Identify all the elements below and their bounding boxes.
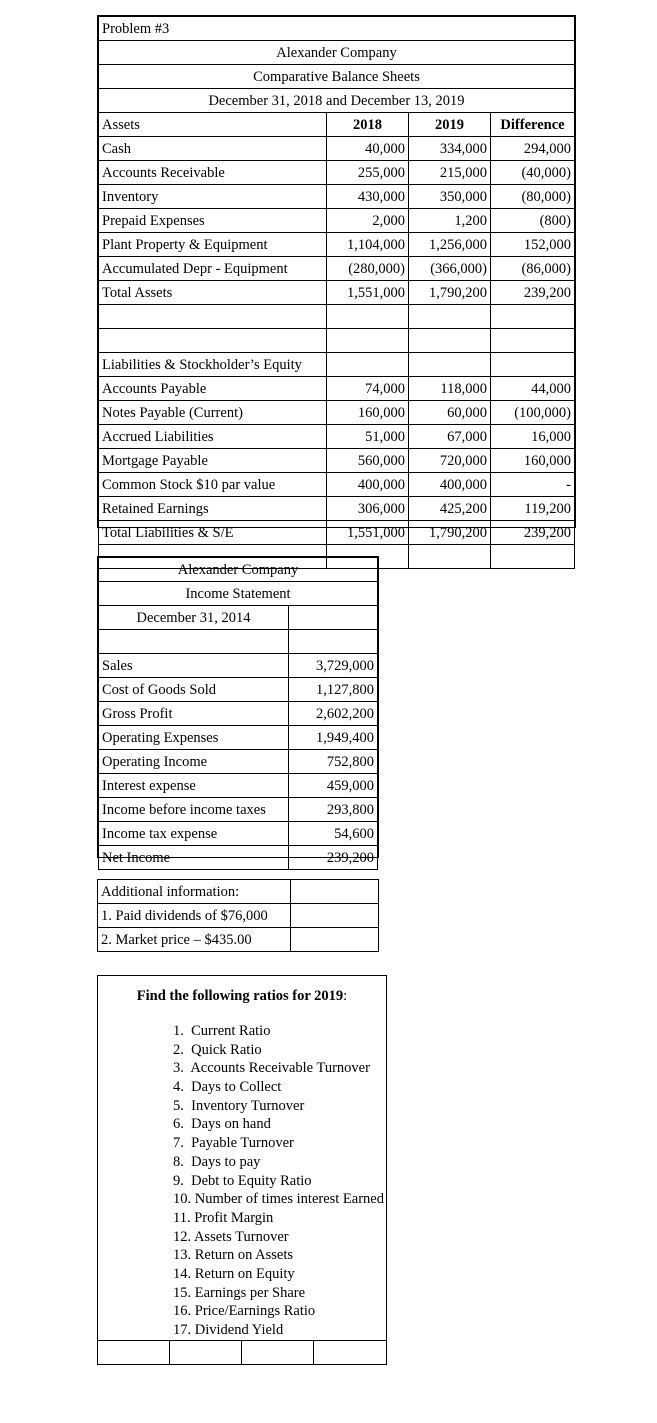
value-difference: 152,000 xyxy=(491,233,575,257)
value-2019: 350,000 xyxy=(409,185,491,209)
table-row xyxy=(99,401,575,425)
row-value: 54,600 xyxy=(289,822,378,846)
assets-header: Assets xyxy=(99,113,327,137)
balance-sheet xyxy=(97,15,576,541)
table-row xyxy=(99,161,575,185)
ratio-item: 15. Earnings per Share xyxy=(173,1284,306,1301)
ratio-item: 14. Return on Equity xyxy=(173,1265,295,1282)
ratio-item: 1. Current Ratio xyxy=(173,1023,271,1039)
row-label: Net Income xyxy=(99,846,289,870)
ratio-item: 13. Return on Assets xyxy=(173,1247,294,1264)
value-2018: 560,000 xyxy=(327,449,409,473)
value-difference: (800) xyxy=(491,209,575,233)
ratio-item: 8. Days to pay xyxy=(173,1153,261,1170)
value-2018: (280,000) xyxy=(327,257,409,281)
ratio-item: 17. Dividend Yield xyxy=(173,1322,284,1338)
column-header-row xyxy=(99,113,575,137)
row-label: Total Assets xyxy=(99,281,327,305)
value-2018: 1,104,000 xyxy=(327,233,409,257)
row-label: Income before income taxes xyxy=(99,798,289,822)
is-title: Income Statement xyxy=(99,582,378,606)
value-2018: 74,000 xyxy=(327,377,409,401)
ratios-box xyxy=(97,975,387,1365)
row-label: Sales xyxy=(99,654,289,678)
row-label: Cash xyxy=(99,137,327,161)
table-row xyxy=(99,473,575,497)
table-row xyxy=(99,449,575,473)
company-name: Alexander Company xyxy=(99,41,575,65)
value-2019: 1,200 xyxy=(409,209,491,233)
ratio-item: 7. Payable Turnover xyxy=(173,1135,294,1152)
value-2019: 60,000 xyxy=(409,401,491,425)
row-label: Inventory xyxy=(99,185,327,209)
value-2018: 306,000 xyxy=(327,497,409,521)
income-statement xyxy=(97,556,379,866)
value-2019: 425,200 xyxy=(409,497,491,521)
row-label: Interest expense xyxy=(99,774,289,798)
col-2019-header: 2019 xyxy=(409,113,491,137)
value-2019: (366,000) xyxy=(409,257,491,281)
value-2018: 51,000 xyxy=(327,425,409,449)
ratios-heading-suffix: : xyxy=(343,988,348,1004)
table-row xyxy=(99,137,575,161)
value-2018: 2,000 xyxy=(327,209,409,233)
value-2019: 1,790,200 xyxy=(409,281,491,305)
ratio-item: 2. Quick Ratio xyxy=(173,1041,262,1058)
value-2019: 400,000 xyxy=(409,473,491,497)
value-2019: 215,000 xyxy=(409,161,491,185)
value-2018: 1,551,000 xyxy=(327,281,409,305)
value-2018: 400,000 xyxy=(327,473,409,497)
value-2019: 118,000 xyxy=(409,377,491,401)
value-difference: 294,000 xyxy=(491,137,575,161)
liabilities-header-row xyxy=(99,353,575,377)
value-2019: 1,790,200 xyxy=(409,521,491,545)
income-statement-table xyxy=(98,557,378,870)
footer-cell xyxy=(314,1341,386,1364)
row-value: 752,800 xyxy=(289,750,378,774)
value-difference: 119,200 xyxy=(491,497,575,521)
row-value: 2,602,200 xyxy=(289,702,378,726)
ratio-item: 16. Price/Earnings Ratio xyxy=(173,1303,316,1320)
ratio-item: 12. Assets Turnover xyxy=(173,1228,289,1245)
additional-item-dividends: 1. Paid dividends of $76,000 xyxy=(98,904,291,928)
value-difference: (86,000) xyxy=(491,257,575,281)
statement-date: December 31, 2018 and December 13, 2019 xyxy=(99,89,575,113)
table-row xyxy=(99,846,378,870)
row-label: Accumulated Depr - Equipment xyxy=(99,257,327,281)
value-difference: - xyxy=(491,473,575,497)
value-difference: 239,200 xyxy=(491,521,575,545)
table-row xyxy=(99,185,575,209)
value-2018: 160,000 xyxy=(327,401,409,425)
ratio-list xyxy=(98,1022,386,1340)
table-row xyxy=(99,822,378,846)
row-label: Accounts Receivable xyxy=(99,161,327,185)
row-value: 293,800 xyxy=(289,798,378,822)
ratios-heading-text: Find the following ratios for 2019 xyxy=(136,988,344,1004)
balance-sheet-table xyxy=(98,16,575,569)
col-difference-header: Difference xyxy=(491,113,575,137)
row-value: 3,729,000 xyxy=(289,654,378,678)
table-row xyxy=(99,425,575,449)
value-difference: 160,000 xyxy=(491,449,575,473)
value-2019: 334,000 xyxy=(409,137,491,161)
value-2018: 255,000 xyxy=(327,161,409,185)
ratio-item: 10. Number of times interest Earned xyxy=(173,1191,384,1208)
row-label: Prepaid Expenses xyxy=(99,209,327,233)
value-difference: 16,000 xyxy=(491,425,575,449)
statement-title: Comparative Balance Sheets xyxy=(99,65,575,89)
row-label: Mortgage Payable xyxy=(99,449,327,473)
blank-row xyxy=(99,329,575,353)
ratio-item: 4. Days to Collect xyxy=(173,1079,282,1096)
row-label: Common Stock $10 par value xyxy=(99,473,327,497)
row-label: Operating Income xyxy=(99,750,289,774)
row-label: Retained Earnings xyxy=(99,497,327,521)
blank-row xyxy=(99,630,378,654)
table-row xyxy=(99,678,378,702)
table-row xyxy=(99,798,378,822)
table-row xyxy=(99,750,378,774)
footer-cell xyxy=(242,1341,314,1364)
row-label: Notes Payable (Current) xyxy=(99,401,327,425)
table-row xyxy=(99,281,575,305)
row-value: 459,000 xyxy=(289,774,378,798)
row-label: Gross Profit xyxy=(99,702,289,726)
table-row xyxy=(99,654,378,678)
value-2018: 430,000 xyxy=(327,185,409,209)
row-label: Cost of Goods Sold xyxy=(99,678,289,702)
table-row xyxy=(99,521,575,545)
row-value: 1,127,800 xyxy=(289,678,378,702)
is-company-name: Alexander Company xyxy=(99,558,378,582)
value-2018: 40,000 xyxy=(327,137,409,161)
footer-cell xyxy=(98,1341,170,1364)
ratio-item: 5. Inventory Turnover xyxy=(173,1097,305,1114)
row-label: Accounts Payable xyxy=(99,377,327,401)
is-date: December 31, 2014 xyxy=(99,606,289,630)
value-2019: 720,000 xyxy=(409,449,491,473)
table-row xyxy=(99,233,575,257)
value-difference: 239,200 xyxy=(491,281,575,305)
row-value: 239,200 xyxy=(289,846,378,870)
additional-info xyxy=(97,879,379,949)
additional-item-market-price: 2. Market price – $435.00 xyxy=(98,928,291,952)
value-difference: (40,000) xyxy=(491,161,575,185)
row-label: Plant Property & Equipment xyxy=(99,233,327,257)
liabilities-header: Liabilities & Stockholder’s Equity xyxy=(99,353,327,377)
value-difference: (100,000) xyxy=(491,401,575,425)
value-difference: 44,000 xyxy=(491,377,575,401)
row-value: 1,949,400 xyxy=(289,726,378,750)
row-label: Accrued Liabilities xyxy=(99,425,327,449)
table-row xyxy=(99,377,575,401)
ratio-item: 3. Accounts Receivable Turnover xyxy=(173,1060,370,1077)
additional-info-table xyxy=(97,879,379,952)
table-row xyxy=(99,774,378,798)
blank-row xyxy=(99,305,575,329)
ratios-footer-row xyxy=(98,1340,386,1364)
table-row xyxy=(99,257,575,281)
row-label: Total Liabilities & S/E xyxy=(99,521,327,545)
value-2018: 1,551,000 xyxy=(327,521,409,545)
table-row xyxy=(99,726,378,750)
col-2018-header: 2018 xyxy=(327,113,409,137)
table-row xyxy=(99,209,575,233)
ratios-heading xyxy=(98,976,386,1016)
value-2019: 1,256,000 xyxy=(409,233,491,257)
row-label: Operating Expenses xyxy=(99,726,289,750)
value-2019: 67,000 xyxy=(409,425,491,449)
table-row xyxy=(99,497,575,521)
ratio-item: 9. Debt to Equity Ratio xyxy=(173,1172,312,1189)
table-row xyxy=(99,702,378,726)
ratio-item: 11. Profit Margin xyxy=(173,1209,274,1226)
ratio-item: 6. Days on hand xyxy=(173,1116,271,1133)
row-label: Income tax expense xyxy=(99,822,289,846)
additional-info-header: Additional information: xyxy=(98,880,291,904)
value-difference: (80,000) xyxy=(491,185,575,209)
footer-cell xyxy=(170,1341,242,1364)
problem-label: Problem #3 xyxy=(99,17,575,41)
